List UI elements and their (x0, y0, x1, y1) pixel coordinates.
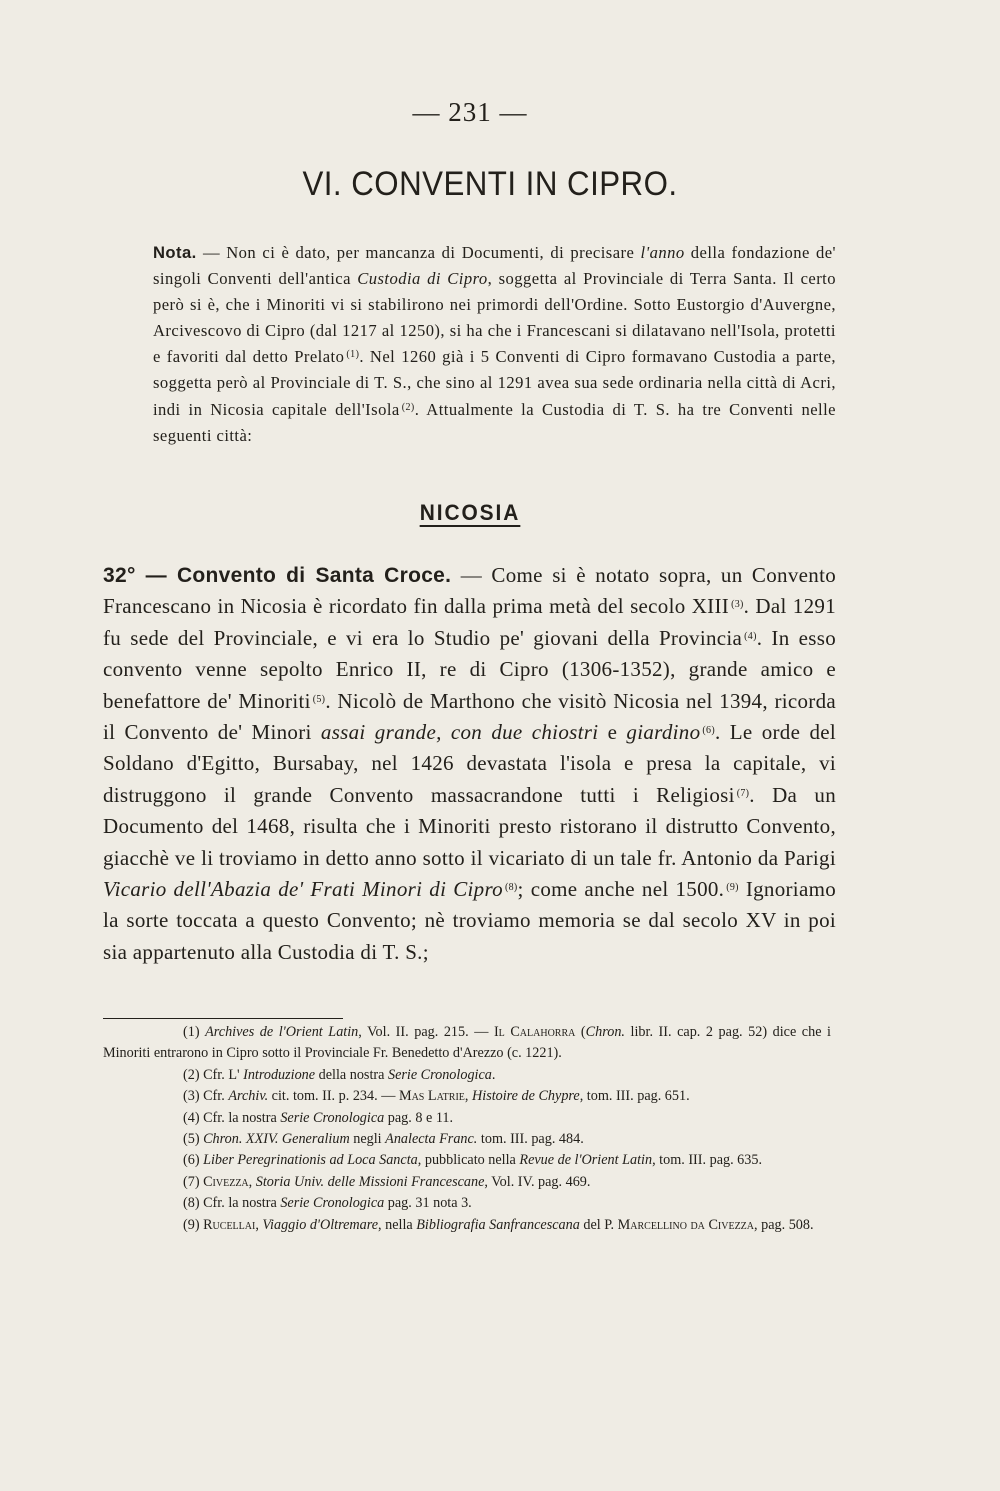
page-number: — 231 — (412, 97, 528, 127)
nota-text-5: . Attualmente la Custodia di T. S. ha tre Conventi nelle seguenti città: (153, 399, 836, 445)
footnote-italic: Chron. (585, 1024, 625, 1040)
footnote-italic: Bibliografia Sanfrancescana (416, 1216, 580, 1233)
footnote-italic: Histoire de Chypre (472, 1088, 580, 1105)
footnote-smallcaps: Civezza (203, 1173, 249, 1190)
footnote-ref-6: (6) (702, 725, 715, 737)
footnote-ref-3: (3) (731, 599, 744, 611)
footnote-italic: Serie Cronologica (387, 1066, 492, 1083)
footnote-7 (103, 1172, 831, 1193)
footnote-number: (7) (183, 1173, 204, 1190)
footnote-ref-5: (5) (312, 693, 326, 705)
footnote-text: ( (575, 1024, 586, 1040)
footnote-text: , nella (378, 1216, 417, 1233)
footnote-ref-2: (2) (401, 401, 415, 413)
nota-text-2: della fondazione de' singoli Conventi dell'antica (153, 243, 836, 289)
footnote-number: (2) (183, 1066, 204, 1083)
footnote-text: , (255, 1216, 263, 1233)
convento-text-1: — Come si è notato sopra, un Convento Francescano in Nicosia è ricordato fin dalla prima metà del secolo XIII (103, 563, 836, 619)
footnote-ref-4: (4) (744, 630, 757, 642)
footnote-italic: Archives de l'Orient Latin (205, 1024, 359, 1040)
footnote-text: della nostra (315, 1066, 388, 1083)
section-title-text: NICOSIA (419, 500, 521, 525)
footnote-ref-9: (9) (726, 882, 739, 894)
footnote-italic: Analecta Franc. (385, 1131, 478, 1148)
footnote-text: . (491, 1066, 496, 1083)
nota-paragraph (153, 240, 836, 449)
footnote-text: pag. 8 e 11. (384, 1109, 454, 1126)
footnote-smallcaps: Il Calahorra (493, 1024, 576, 1040)
footnote-ref-7: (7) (736, 787, 750, 799)
footnote-text: negli (349, 1131, 386, 1148)
nota-italic-anno: l'anno (640, 243, 685, 262)
nota-text-1: — Non ci è dato, per mancanza di Documenti, di precisare (196, 243, 641, 262)
footnote-smallcaps: Mas Latrie (398, 1088, 465, 1105)
convento-italic-1: assai grande, con due chiostri (320, 720, 599, 745)
footnote-italic: Chron. XXIV. Generalium (203, 1131, 350, 1148)
footnote-5 (103, 1129, 831, 1150)
convento-italic-3: Vicario dell'Abazia de' Frati Minori di Cipro (103, 877, 503, 902)
footnote-smallcaps: Marcellino da Civezza (617, 1216, 755, 1233)
footnote-number: (1) (183, 1024, 206, 1040)
convento-text-3: . In esso convento venne sepolto Enrico II, re di Cipro (1306-1352), grande amico e benefattore de' Minoriti (103, 625, 836, 713)
footnote-number: (4) (183, 1109, 204, 1126)
footnote-text: cit. tom. II. p. 234. — (268, 1088, 399, 1105)
footnote-text: , pubblicato nella (417, 1152, 520, 1169)
footnote-italic: Storia Univ. delle Missioni Francescane (255, 1173, 485, 1190)
footnote-italic: Serie Cronologica (280, 1109, 385, 1126)
footnote-text: , Vol. IV. pag. 469. (484, 1173, 591, 1190)
footnote-italic: Serie Cronologica (280, 1195, 385, 1212)
footnote-italic: Viaggio d'Oltremare (262, 1216, 379, 1233)
chapter-title: VI. CONVENTI IN CIPRO. (302, 165, 678, 203)
footnote-number: (9) (183, 1216, 204, 1233)
nota-label: Nota. (153, 243, 197, 262)
convento-text-5: e (598, 720, 627, 745)
footnote-text: tom. III. pag. 484. (477, 1131, 584, 1148)
footnote-text: Cfr. L' (203, 1066, 244, 1083)
nota-italic-custodia: Custodia di Cipro (357, 269, 488, 289)
footnote-number: (6) (183, 1152, 204, 1169)
footnote-text: , Vol. II. pag. 215. — (358, 1024, 494, 1040)
footnote-9 (103, 1215, 831, 1236)
footnote-text: , (464, 1088, 472, 1105)
footnote-text: , (248, 1173, 256, 1190)
footnote-number: (8) (183, 1195, 204, 1212)
footnote-8 (103, 1193, 831, 1214)
footnote-text: pag. 31 nota 3. (384, 1195, 472, 1212)
footnote-ref-1: (1) (346, 349, 360, 361)
footnote-text: libr. II. cap. 2 pag. 52) dice che i Minoriti entrarono in Cipro sotto il Provinciale Fr. Benedetto d'Arezzo (c. 1221). (103, 1024, 831, 1062)
footnote-italic: Revue de l'Orient Latin (519, 1152, 653, 1169)
nota-text-4: . Nel 1260 già i 5 Conventi di Cipro formavano Custodia a parte, soggetta però al Provinciale di T. S., che sino al 1291 avea sua sede ordinaria nella città di Acri, indi in Nicosia capitale dell'Isola (153, 347, 836, 419)
footnote-text: Cfr. la nostra (203, 1195, 281, 1212)
footnote-italic: Archiv. (228, 1088, 269, 1105)
convento-text-2: . Dal 1291 fu sede del Provinciale, e vi era lo Studio pe' giovani della Provincia (103, 594, 836, 650)
convento-text-8: ; come anche nel 1500. (517, 877, 725, 902)
footnote-text: , pag. 508. (754, 1216, 814, 1233)
footnote-text: , tom. III. pag. 651. (579, 1088, 690, 1105)
footnote-smallcaps: Rucellai (203, 1216, 256, 1233)
footnote-4 (103, 1108, 831, 1129)
convento-italic-2: giardino (626, 720, 701, 745)
section-title (24, 500, 917, 526)
footnote-1 (103, 1022, 831, 1065)
footnote-text: Cfr. (203, 1088, 229, 1105)
footnote-6 (103, 1150, 831, 1171)
footnote-text: Cfr. la nostra (203, 1109, 281, 1126)
footnote-number: (5) (183, 1131, 204, 1148)
footnote-text: del P. (579, 1216, 618, 1233)
footnote-number: (3) (183, 1088, 204, 1105)
footnote-italic: Liber Peregrinationis ad Loca Sancta (203, 1152, 418, 1169)
convento-text-9: Ignoriamo la sorte toccata a questo Convento; nè troviamo memoria se dal secolo XV in poi sia appartenuto alla Custodia di T. S.; (103, 877, 836, 964)
footnote-divider (103, 1018, 343, 1019)
convento-text-4: . Nicolò de Marthono che visitò Nicosia nel 1394, ricorda il Convento de' Minori (103, 688, 837, 745)
footnote-italic: Introduzione (243, 1066, 316, 1083)
convento-paragraph (103, 560, 836, 968)
footnote-2 (103, 1065, 831, 1086)
convento-heading: 32° — Convento di Santa Croce. (103, 564, 452, 587)
nota-text-3: , soggetta al Provinciale di Terra Santa. Il certo però si è, che i Minoriti vi si stabilirono nei primordi dell'Ordine. Sotto Eustorgio d'Auvergne, Arcivescovo di Cipro (dal 1217 al 1250), si ha che i Francescani si dilatavano nell'Isola, protetti e favoriti dal detto Prelato (153, 269, 836, 367)
footnote-3 (103, 1086, 831, 1107)
footnote-ref-8: (8) (504, 882, 518, 894)
footnote-text: , tom. III. pag. 635. (652, 1152, 763, 1169)
convento-text-6: . Le orde del Soldano d'Egitto, Bursabay, nel 1426 devastata l'isola e presa la capitale, vi distruggono il grande Convento massacrandone tutti i Religiosi (103, 720, 837, 807)
footnotes (103, 1022, 831, 1236)
convento-text-7: . Da un Documento del 1468, risulta che i Minoriti presto ristorano il distrutto Convento, giacchè ve li troviamo in detto anno sotto il vicariato di un tale fr. Antonio da Parigi (103, 782, 837, 870)
